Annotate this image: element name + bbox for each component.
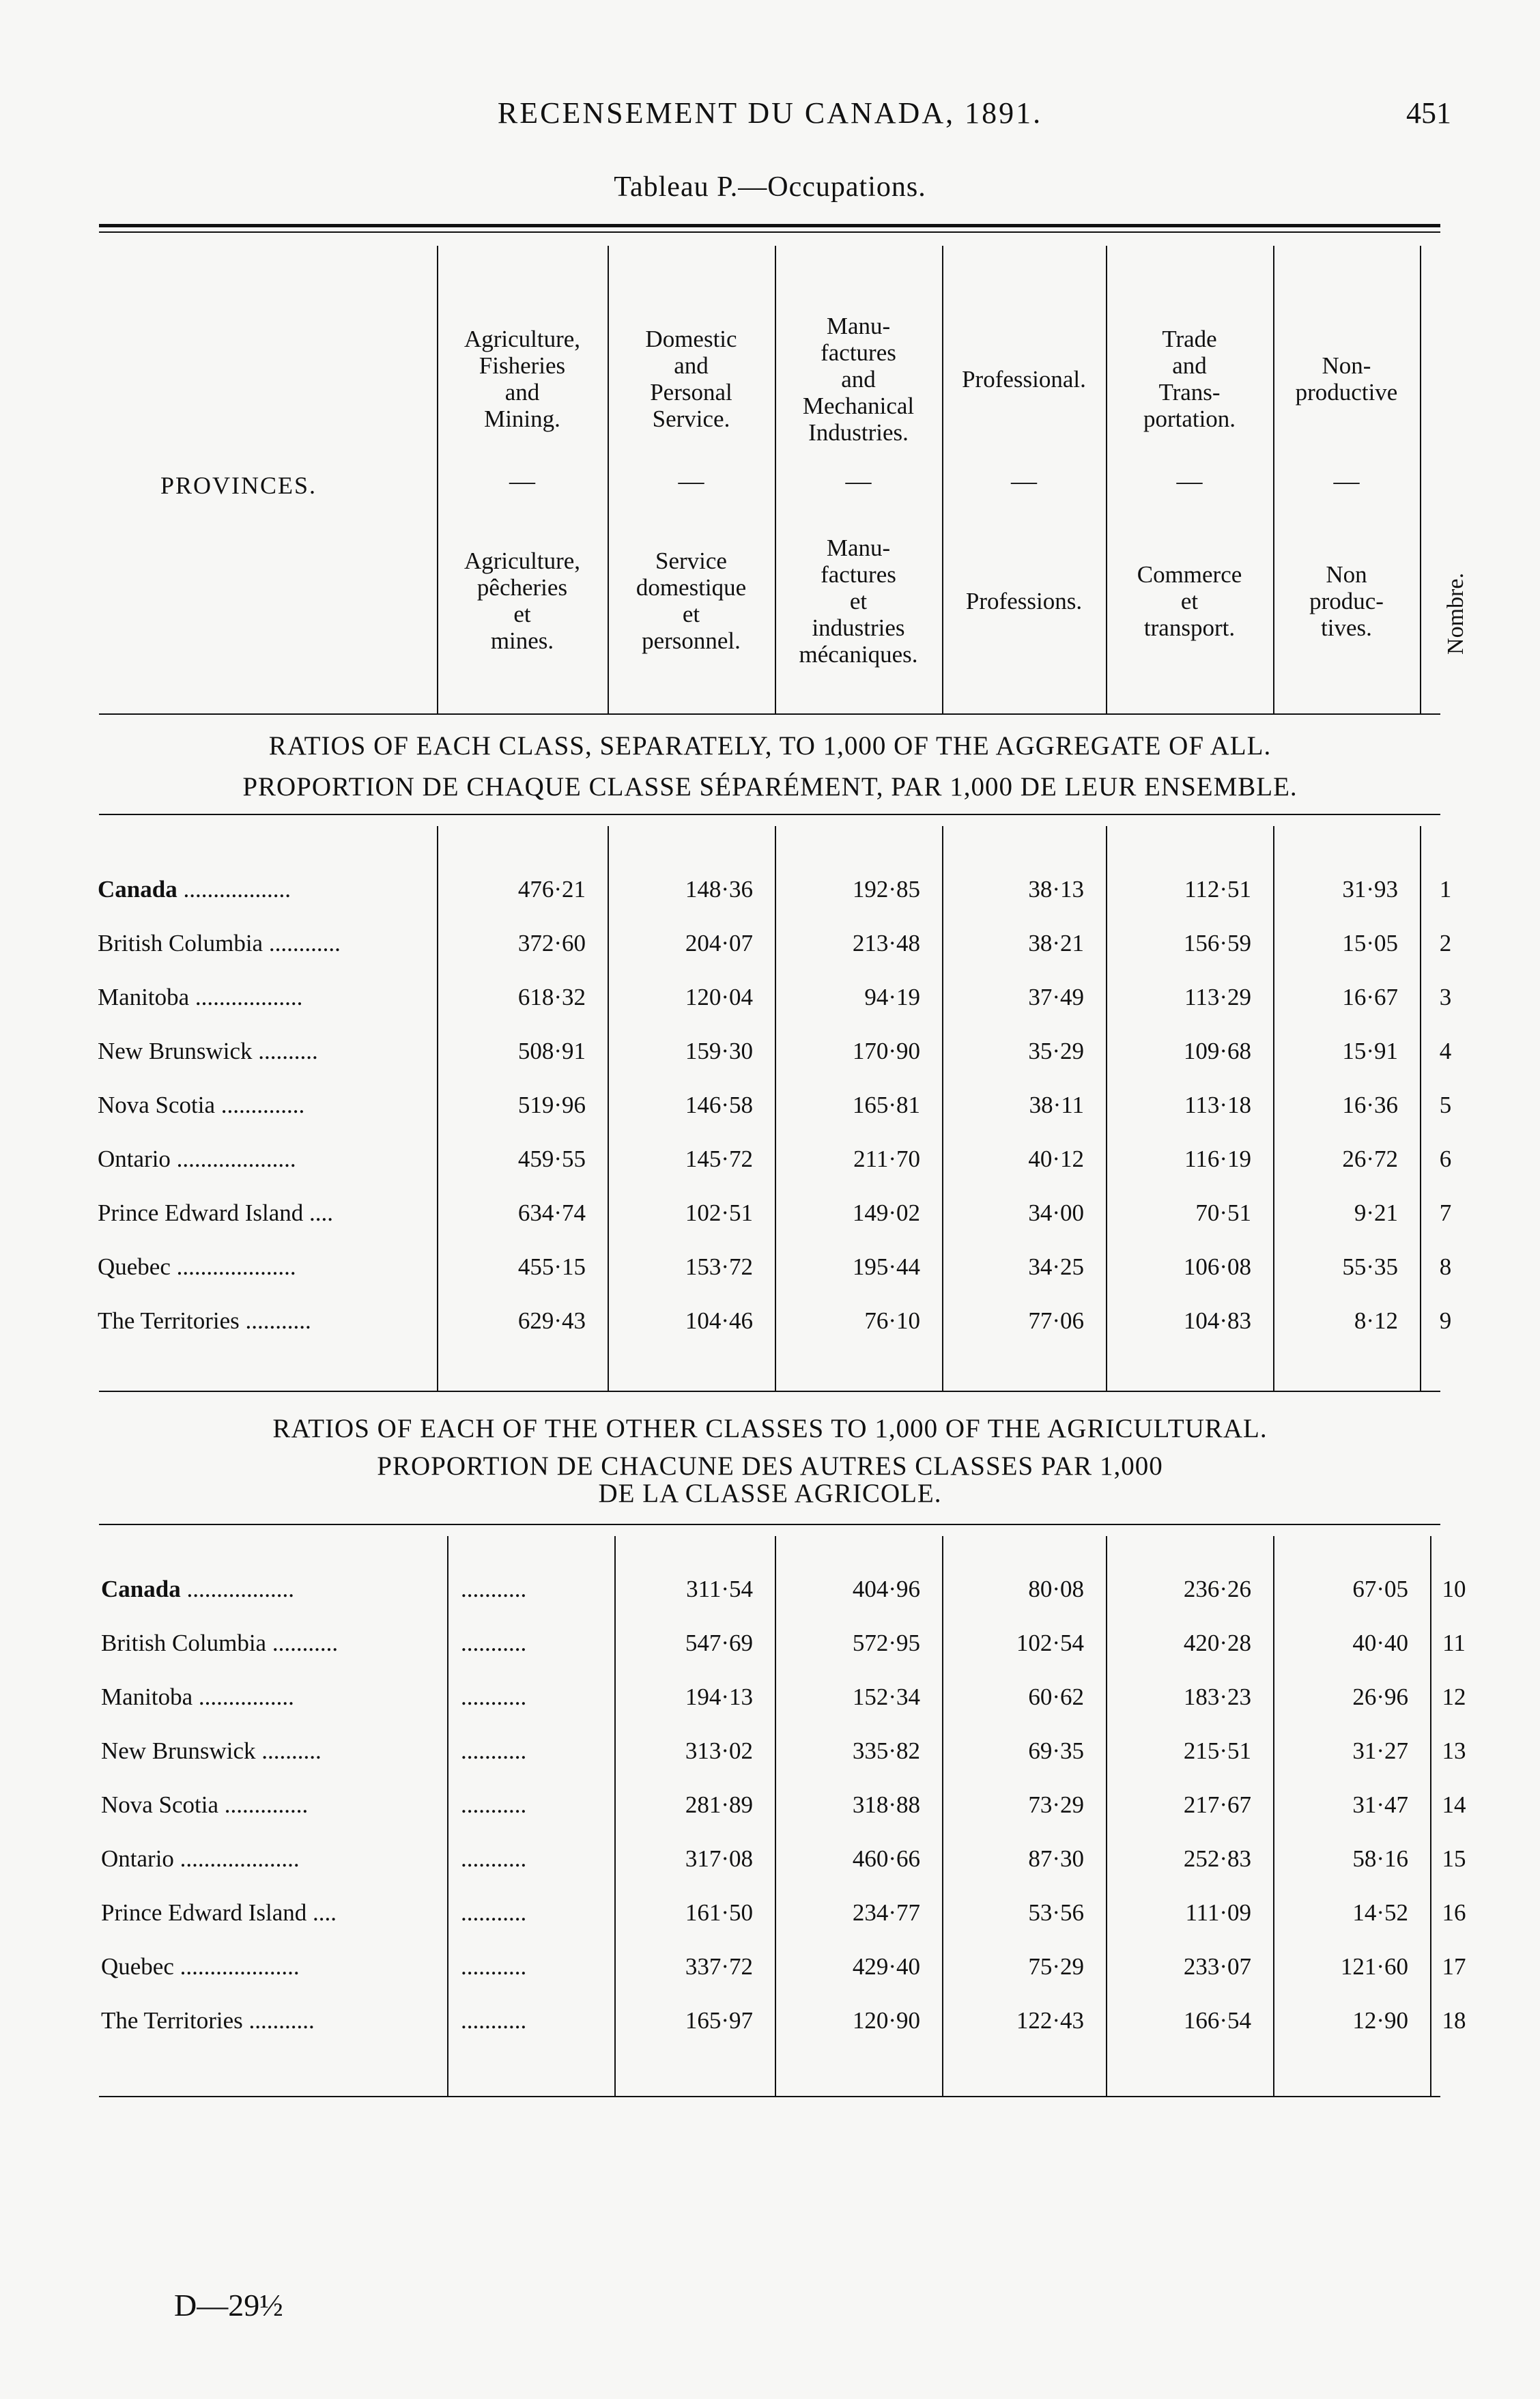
- value-domestic: 102·51: [685, 1200, 753, 1226]
- row-label: [101, 1630, 442, 1657]
- value-domestic: 145·72: [685, 1146, 753, 1172]
- value-agriculture: 508·91: [517, 1038, 586, 1064]
- value-nonproductive: 26·72: [1342, 1146, 1398, 1172]
- province-name: Quebec: [101, 1953, 174, 1980]
- value-domestic: 153·72: [685, 1253, 753, 1280]
- leader-dots: ............: [263, 930, 341, 956]
- empty-agriculture-cell: ...........: [461, 1845, 527, 1872]
- row-number: 8: [1439, 1253, 1452, 1280]
- row-number: 3: [1439, 984, 1452, 1010]
- column-heading-agriculture-fr: [440, 526, 605, 676]
- value-manufactures: 429·40: [852, 1953, 920, 1980]
- value-domestic: 148·36: [685, 876, 753, 903]
- row-number: 18: [1442, 2007, 1466, 2034]
- column-heading-agriculture-en: [440, 311, 605, 447]
- row-number: 2: [1439, 930, 1452, 956]
- value-professional: 35·29: [1028, 1038, 1084, 1064]
- value-trade: 233·07: [1183, 1953, 1251, 1980]
- value-professional: 38·11: [1029, 1092, 1084, 1118]
- value-domestic: 159·30: [685, 1038, 753, 1064]
- column-heading-text: Manu- factures and Mechanical Industries.: [802, 312, 915, 446]
- value-domestic: 313·02: [685, 1737, 753, 1764]
- column-heading-professional-en: [945, 311, 1103, 447]
- value-trade: 112·51: [1184, 876, 1251, 903]
- value-nonproductive: 15·91: [1342, 1038, 1398, 1064]
- value-manufactures: 152·34: [852, 1684, 920, 1710]
- province-name: Canada: [98, 876, 177, 903]
- value-trade: 217·67: [1183, 1791, 1251, 1818]
- value-manufactures: 335·82: [852, 1737, 920, 1764]
- section1-bottom-rule: [99, 1391, 1440, 1392]
- column-heading-text: Non- productive: [1295, 352, 1398, 406]
- row-label: [101, 2007, 442, 2034]
- province-name: British Columbia: [101, 1630, 267, 1656]
- leader-dots: ....................: [170, 1253, 296, 1280]
- leader-dots: ..................: [180, 1576, 294, 1602]
- leader-dots: ....................: [173, 1953, 300, 1980]
- leader-dots: ....: [306, 1899, 337, 1926]
- header-column-divider: [1420, 246, 1421, 713]
- header-column-divider: [1273, 246, 1274, 713]
- row-number: 1: [1439, 876, 1452, 903]
- row-label: [101, 1899, 442, 1927]
- value-manufactures: 234·77: [852, 1899, 920, 1926]
- row-number: 4: [1439, 1038, 1452, 1064]
- column-heading-text: Domestic and Personal Service.: [645, 326, 737, 432]
- value-nonproductive: 26·96: [1352, 1684, 1408, 1710]
- column-heading-dash: —: [1176, 467, 1203, 496]
- value-professional: 38·13: [1028, 876, 1084, 903]
- row-number: 5: [1439, 1092, 1452, 1118]
- leader-dots: ....................: [170, 1146, 296, 1172]
- value-agriculture: 455·15: [517, 1253, 586, 1280]
- nombre-label: Nombre.: [1443, 573, 1468, 655]
- value-agriculture: 629·43: [517, 1307, 586, 1334]
- row-label: [101, 1576, 442, 1603]
- column-heading-professional-fr: [945, 526, 1103, 676]
- section1-rule: [99, 814, 1440, 815]
- column-heading-manufactures-fr: [778, 526, 939, 676]
- leader-dots: ...........: [266, 1630, 339, 1656]
- empty-agriculture-cell: ...........: [461, 1953, 527, 1980]
- column-heading-dash: —: [845, 467, 872, 496]
- value-domestic: 161·50: [685, 1899, 753, 1926]
- leader-dots: ..............: [215, 1092, 305, 1118]
- leader-dots: ................: [192, 1684, 294, 1710]
- row-label: [101, 1737, 442, 1765]
- page-signature: D—29½: [174, 2288, 283, 2323]
- value-agriculture: 634·74: [517, 1200, 586, 1226]
- value-nonproductive: 16·36: [1342, 1092, 1398, 1118]
- value-manufactures: 149·02: [852, 1200, 920, 1226]
- section2-column-divider: [447, 1536, 448, 2096]
- value-nonproductive: 55·35: [1342, 1253, 1398, 1280]
- value-domestic: 120·04: [685, 984, 753, 1010]
- row-number: 17: [1442, 1953, 1466, 1980]
- value-manufactures: 76·10: [864, 1307, 920, 1334]
- value-agriculture: 372·60: [517, 930, 586, 956]
- section2-title-fr-1: PROPORTION DE CHACUNE DES AUTRES CLASSES PAR 1,000: [377, 1451, 1163, 1481]
- value-professional: 77·06: [1028, 1307, 1084, 1334]
- empty-agriculture-cell: ...........: [461, 1899, 527, 1926]
- leader-dots: ...........: [239, 1307, 311, 1334]
- value-trade: 106·08: [1183, 1253, 1251, 1280]
- value-professional: 37·49: [1028, 984, 1084, 1010]
- section2-rule: [99, 1524, 1440, 1525]
- row-label: [98, 984, 432, 1011]
- value-manufactures: 94·19: [864, 984, 920, 1010]
- value-professional: 122·43: [1016, 2007, 1084, 2034]
- header-column-divider: [1106, 246, 1107, 713]
- empty-agriculture-cell: ...........: [461, 1576, 527, 1602]
- value-manufactures: 404·96: [852, 1576, 920, 1602]
- column-heading-text: Service domestique et personnel.: [636, 548, 747, 654]
- value-agriculture: 618·32: [517, 984, 586, 1010]
- leader-dots: ..........: [252, 1038, 318, 1064]
- row-label: [98, 1146, 432, 1173]
- row-label: [98, 930, 432, 957]
- value-professional: 87·30: [1028, 1845, 1084, 1872]
- table-title: Tableau P.—Occupations.: [614, 171, 926, 203]
- value-domestic: 146·58: [685, 1092, 753, 1118]
- row-number: 16: [1442, 1899, 1466, 1926]
- row-number: 10: [1442, 1576, 1466, 1602]
- value-nonproductive: 31·27: [1352, 1737, 1408, 1764]
- value-trade: 116·19: [1184, 1146, 1251, 1172]
- top-rule-thin: [99, 231, 1440, 233]
- province-name: Canada: [101, 1576, 181, 1602]
- value-professional: 80·08: [1028, 1576, 1084, 1602]
- column-heading-nonproductive-fr: [1276, 526, 1417, 676]
- value-domestic: 547·69: [685, 1630, 753, 1656]
- value-manufactures: 195·44: [852, 1253, 920, 1280]
- value-trade: 420·28: [1183, 1630, 1251, 1656]
- province-name: Ontario: [101, 1845, 174, 1872]
- value-trade: 111·09: [1185, 1899, 1251, 1926]
- row-label: [98, 876, 432, 903]
- value-professional: 34·00: [1028, 1200, 1084, 1226]
- empty-agriculture-cell: ...........: [461, 1737, 527, 1764]
- value-domestic: 311·54: [686, 1576, 753, 1602]
- empty-agriculture-cell: ...........: [461, 1791, 527, 1818]
- row-number: 7: [1439, 1200, 1452, 1226]
- value-trade: 252·83: [1183, 1845, 1251, 1872]
- column-heading-text: Agriculture, pêcheries et mines.: [464, 548, 581, 654]
- header-bottom-rule: [99, 713, 1440, 715]
- value-manufactures: 318·88: [852, 1791, 920, 1818]
- page-header-title: RECENSEMENT DU CANADA, 1891.: [497, 96, 1043, 130]
- value-manufactures: 213·48: [852, 930, 920, 956]
- section1-title-fr: PROPORTION DE CHAQUE CLASSE SÉPARÉMENT, PAR 1,000 DE LEUR ENSEMBLE.: [242, 772, 1298, 801]
- value-domestic: 194·13: [685, 1684, 753, 1710]
- table-bottom-rule: [99, 2096, 1440, 2097]
- value-manufactures: 572·95: [852, 1630, 920, 1656]
- empty-agriculture-cell: ...........: [461, 1684, 527, 1710]
- value-trade: 113·29: [1184, 984, 1251, 1010]
- value-professional: 75·29: [1028, 1953, 1084, 1980]
- value-trade: 70·51: [1195, 1200, 1251, 1226]
- value-nonproductive: 14·52: [1352, 1899, 1408, 1926]
- value-nonproductive: 12·90: [1352, 2007, 1408, 2034]
- header-column-divider: [608, 246, 609, 713]
- column-heading-domestic-en: [610, 311, 772, 447]
- province-name: Ontario: [98, 1146, 171, 1172]
- province-name: Manitoba: [98, 984, 190, 1010]
- value-domestic: 317·08: [685, 1845, 753, 1872]
- row-label: [101, 1684, 442, 1711]
- value-nonproductive: 9·21: [1354, 1200, 1398, 1226]
- header-column-divider: [775, 246, 776, 713]
- row-number: 12: [1442, 1684, 1466, 1710]
- leader-dots: ..................: [189, 984, 303, 1010]
- value-manufactures: 170·90: [852, 1038, 920, 1064]
- value-domestic: 204·07: [685, 930, 753, 956]
- column-heading-dash: —: [1333, 467, 1360, 496]
- value-manufactures: 120·90: [852, 2007, 920, 2034]
- column-heading-nonproductive-en: [1276, 311, 1417, 447]
- leader-dots: ..............: [218, 1791, 309, 1818]
- value-trade: 156·59: [1183, 930, 1251, 956]
- row-label: [101, 1953, 442, 1981]
- row-number: 14: [1442, 1791, 1466, 1818]
- column-heading-dash: —: [509, 467, 535, 496]
- column-heading-text: Agriculture, Fisheries and Mining.: [464, 326, 581, 432]
- row-label: [98, 1200, 432, 1227]
- row-number: 9: [1439, 1307, 1452, 1334]
- value-trade: 104·83: [1183, 1307, 1251, 1334]
- row-label: [98, 1307, 432, 1335]
- column-heading-text: Commerce et transport.: [1137, 560, 1242, 641]
- column-heading-trade-fr: [1109, 526, 1270, 676]
- value-professional: 40·12: [1028, 1146, 1084, 1172]
- province-name: The Territories: [101, 2007, 243, 2034]
- province-name: Nova Scotia: [98, 1092, 216, 1118]
- leader-dots: ..................: [177, 876, 291, 903]
- row-label: [98, 1038, 432, 1065]
- value-manufactures: 192·85: [852, 876, 920, 903]
- province-name: Nova Scotia: [101, 1791, 219, 1818]
- value-trade: 109·68: [1183, 1038, 1251, 1064]
- value-nonproductive: 15·05: [1342, 930, 1398, 956]
- value-domestic: 104·46: [685, 1307, 753, 1334]
- value-nonproductive: 31·93: [1342, 876, 1398, 903]
- column-heading-dash: —: [1011, 467, 1037, 496]
- province-name: Manitoba: [101, 1684, 193, 1710]
- value-nonproductive: 16·67: [1342, 984, 1398, 1010]
- leader-dots: ...........: [242, 2007, 315, 2034]
- value-professional: 60·62: [1028, 1684, 1084, 1710]
- value-agriculture: 459·55: [517, 1146, 586, 1172]
- column-heading-dash: —: [678, 467, 704, 496]
- column-heading-text: Professions.: [965, 587, 1083, 614]
- value-trade: 166·54: [1183, 2007, 1251, 2034]
- value-nonproductive: 121·60: [1340, 1953, 1408, 1980]
- empty-agriculture-cell: ...........: [461, 2007, 527, 2034]
- section1-title-en: RATIOS OF EACH CLASS, SEPARATELY, TO 1,000 OF THE AGGREGATE OF ALL.: [268, 731, 1272, 761]
- value-professional: 53·56: [1028, 1899, 1084, 1926]
- leader-dots: ....................: [173, 1845, 300, 1872]
- province-name: New Brunswick: [98, 1038, 253, 1064]
- value-professional: 34·25: [1028, 1253, 1084, 1280]
- province-name: Prince Edward Island: [101, 1899, 307, 1926]
- value-trade: 183·23: [1183, 1684, 1251, 1710]
- value-trade: 236·26: [1183, 1576, 1251, 1602]
- province-name: The Territories: [98, 1307, 240, 1334]
- value-manufactures: 165·81: [852, 1092, 920, 1118]
- empty-agriculture-cell: ...........: [461, 1630, 527, 1656]
- leader-dots: ..........: [255, 1737, 322, 1764]
- provinces-label: PROVINCES.: [160, 472, 317, 499]
- column-heading-trade-en: [1109, 311, 1270, 447]
- value-trade: 113·18: [1184, 1092, 1251, 1118]
- value-professional: 102·54: [1016, 1630, 1084, 1656]
- row-label: [101, 1845, 442, 1873]
- row-number: 6: [1439, 1146, 1452, 1172]
- row-label: [101, 1791, 442, 1819]
- page-number: 451: [1406, 96, 1451, 130]
- value-nonproductive: 31·47: [1352, 1791, 1408, 1818]
- column-heading-text: Manu- factures et industries mécaniques.: [799, 534, 918, 668]
- column-heading-domestic-fr: [610, 526, 772, 676]
- row-number: 15: [1442, 1845, 1466, 1872]
- value-professional: 73·29: [1028, 1791, 1084, 1818]
- section2-title-fr-2: DE LA CLASSE AGRICOLE.: [598, 1479, 942, 1508]
- value-nonproductive: 58·16: [1352, 1845, 1408, 1872]
- leader-dots: ....: [303, 1200, 334, 1226]
- value-manufactures: 460·66: [852, 1845, 920, 1872]
- top-double-rule: [99, 224, 1440, 227]
- row-number: 13: [1442, 1737, 1466, 1764]
- value-nonproductive: 40·40: [1352, 1630, 1408, 1656]
- value-professional: 69·35: [1028, 1737, 1084, 1764]
- value-trade: 215·51: [1183, 1737, 1251, 1764]
- value-manufactures: 211·70: [853, 1146, 920, 1172]
- value-agriculture: 476·21: [517, 876, 586, 903]
- header-column-divider: [942, 246, 943, 713]
- value-professional: 38·21: [1028, 930, 1084, 956]
- value-nonproductive: 8·12: [1354, 1307, 1398, 1334]
- column-heading-text: Trade and Trans- portation.: [1143, 326, 1236, 432]
- row-label: [98, 1253, 432, 1281]
- header-column-divider: [437, 246, 438, 713]
- section2-title-en: RATIOS OF EACH OF THE OTHER CLASSES TO 1,000 OF THE AGRICULTURAL.: [272, 1414, 1268, 1443]
- value-domestic: 281·89: [685, 1791, 753, 1818]
- province-name: British Columbia: [98, 930, 263, 956]
- province-name: Quebec: [98, 1253, 171, 1280]
- column-heading-text: Non produc- tives.: [1309, 560, 1384, 641]
- province-name: Prince Edward Island: [98, 1200, 304, 1226]
- value-domestic: 165·97: [685, 2007, 753, 2034]
- value-agriculture: 519·96: [517, 1092, 586, 1118]
- row-label: [98, 1092, 432, 1119]
- value-nonproductive: 67·05: [1352, 1576, 1408, 1602]
- column-heading-manufactures-en: [778, 311, 939, 447]
- column-heading-text: Professional.: [962, 365, 1086, 393]
- row-number: 11: [1442, 1630, 1466, 1656]
- value-domestic: 337·72: [685, 1953, 753, 1980]
- province-name: New Brunswick: [101, 1737, 256, 1764]
